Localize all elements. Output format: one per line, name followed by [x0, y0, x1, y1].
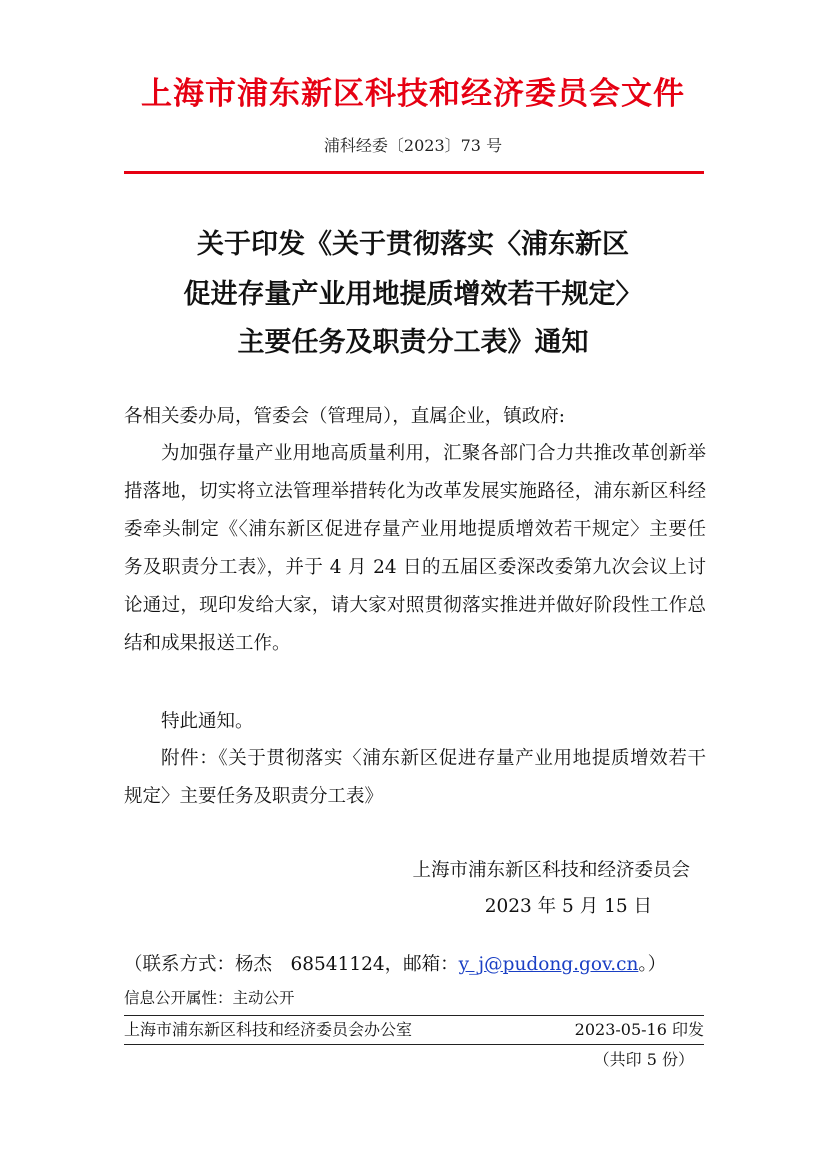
disclosure-attribute: 信息公开属性：主动公开 — [124, 989, 295, 1007]
attachment-note: 附件：《关于贯彻落实〈浦东新区促进存量产业用地提质增效若干规定〉主要任务及职责分工表》 — [124, 748, 706, 807]
contact-info — [124, 950, 666, 980]
footer-top-rule — [124, 1015, 704, 1016]
print-date: 2023-05-16 印发 — [574, 1020, 704, 1039]
notice-title-line-3: 主要任务及职责分工表》通知 — [237, 327, 589, 358]
document-number: 浦科经委〔2023〕73 号 — [323, 136, 503, 155]
email-link[interactable]: y_j@pudong.gov.cn — [458, 954, 639, 975]
document-header-title: 上海市浦东新区科技和经济委员会文件 — [141, 76, 685, 112]
notice-title-line-2: 促进存量产业用地提质增效若干规定〉 — [183, 279, 643, 310]
issuing-office: 上海市浦东新区科技和经济委员会办公室 — [124, 1020, 413, 1039]
closing-notice: 特此通知。 — [161, 711, 254, 732]
contact-prefix: （联系方式：杨杰 68541124，邮箱： — [124, 954, 459, 975]
signature-date: 2023 年 5 月 15 日 — [484, 896, 652, 917]
signature-organization: 上海市浦东新区科技和经济委员会 — [412, 860, 690, 881]
contact-suffix: 。） — [638, 954, 667, 975]
footer-bottom-rule — [124, 1044, 704, 1045]
notice-title-line-1: 关于印发《关于贯彻落实〈浦东新区 — [197, 229, 629, 260]
salutation: 各相关委办局，管委会（管理局），直属企业，镇政府: — [124, 406, 565, 427]
copies-count: （共印 5 份） — [593, 1050, 694, 1069]
footer-row — [124, 1017, 704, 1043]
body-paragraph: 为加强存量产业用地高质量利用，汇聚各部门合力共推改革创新举措落地，切实将立法管理举措转化为改革发展实施路径，浦东新区科经委牵头制定《〈浦东新区促进存量产业用地提质增效若干规定〉主要任务及职责分工表》，并于 4 月 24 日的五届区委深改委第九次会议上讨论通过，现印发给大家，请大家对照贯彻落实推进并做好阶段性工作总结和成果报送工作。 — [124, 443, 706, 654]
red-divider-line — [124, 171, 704, 174]
